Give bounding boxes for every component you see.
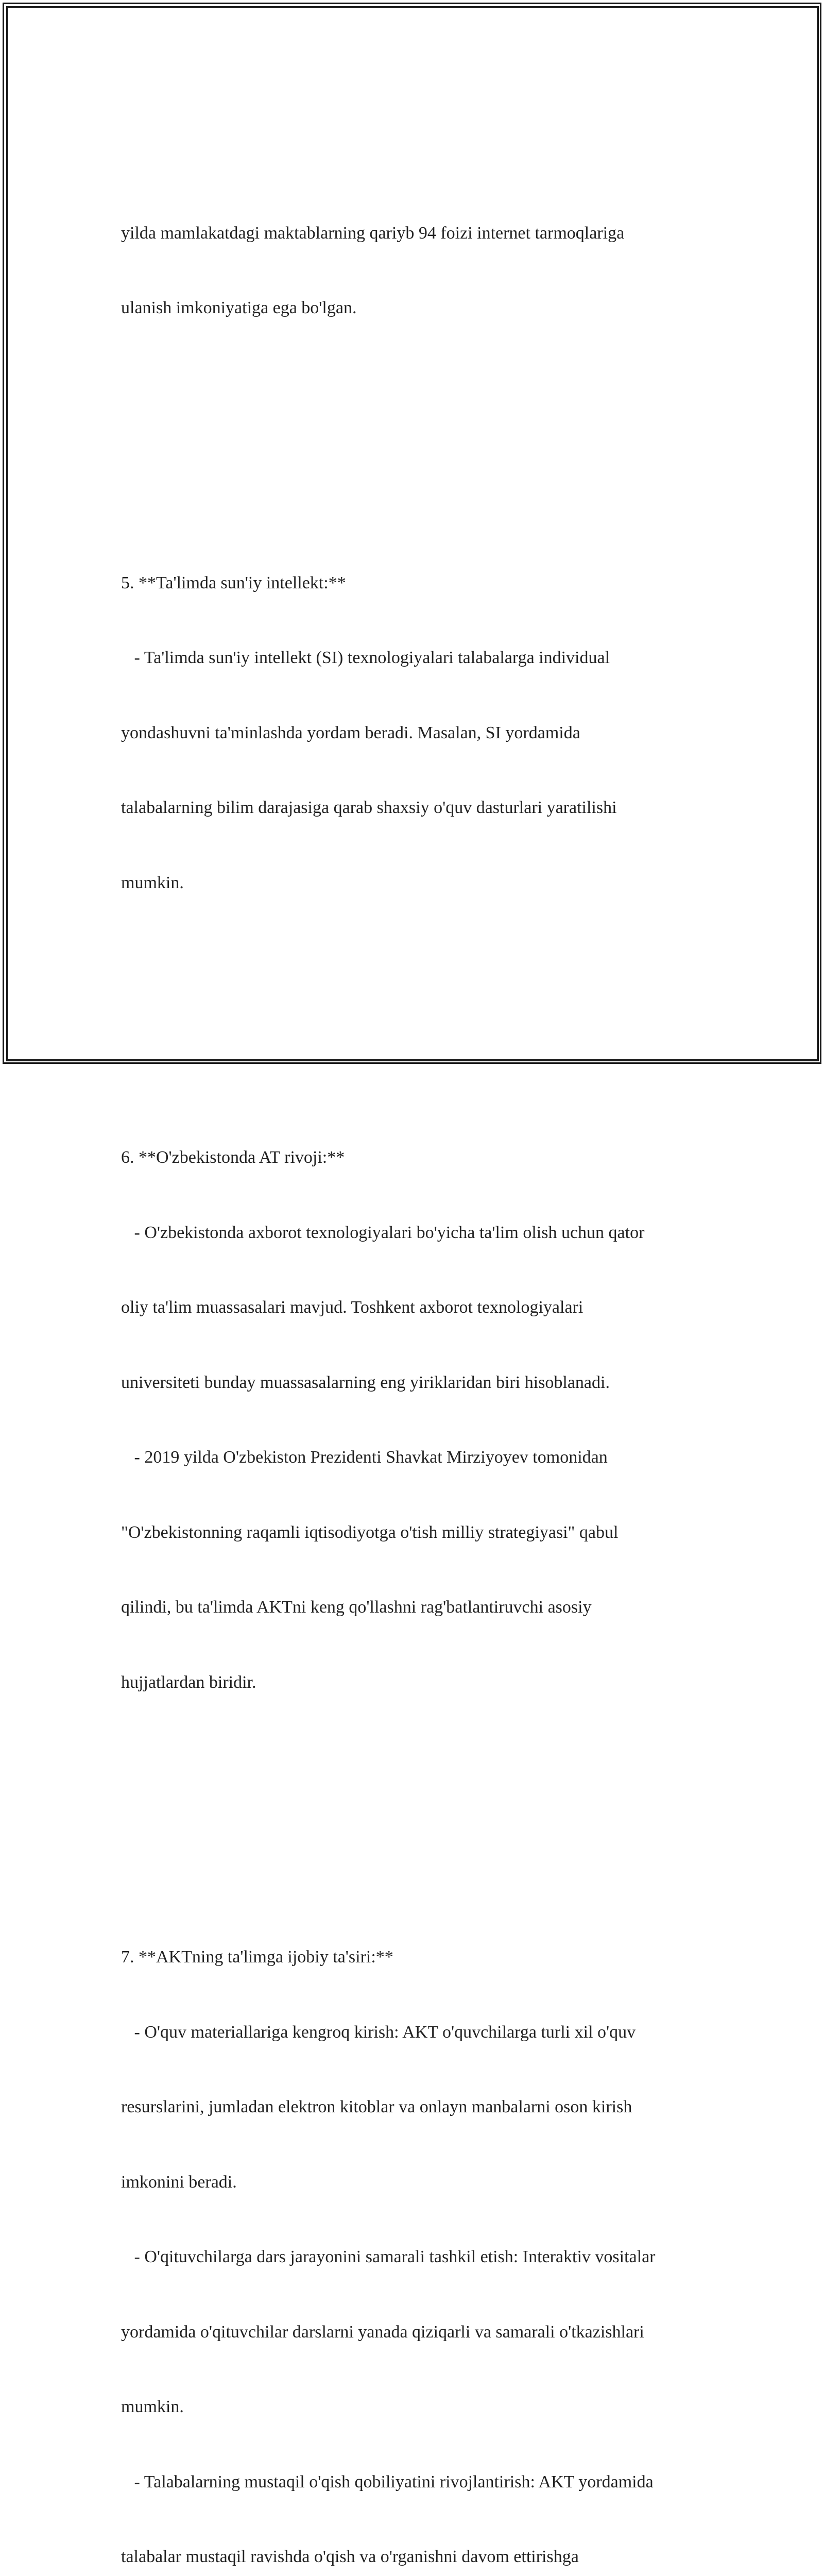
text-line: yondashuvni ta'minlashda yordam beradi. Masalan, SI yordamida <box>121 723 580 742</box>
text-line: hujjatlardan biridir. <box>121 1672 256 1692</box>
text-line: qilindi, bu ta'limda AKTni keng qo'llashni rag'batlantiruvchi asosiy <box>121 1598 592 1617</box>
text-line: yilda mamlakatdagi maktablarning qariyb 94 foizi internet tarmoqlariga <box>121 223 625 243</box>
text-line: - O'zbekistonda axborot texnologiyalari bo'yicha ta'lim olish uchun qator <box>121 1223 645 1242</box>
text-line: ulanish imkoniyatiga ega bo'lgan. <box>121 298 357 317</box>
section-heading: 6. **O'zbekistonda AT rivoji:** <box>121 1148 345 1167</box>
text-line: mumkin. <box>121 2397 184 2416</box>
section-heading: 5. **Ta'limda sun'iy intellekt:** <box>121 573 346 592</box>
section-5 <box>121 521 718 946</box>
text-line: - 2019 yilda O'zbekiston Prezidenti Shavkat Mirziyoyev tomonidan <box>121 1448 608 1467</box>
text-line: mumkin. <box>121 873 184 892</box>
document-body <box>121 96 718 2576</box>
text-line: oliy ta'lim muassasalari mavjud. Toshkent axborot texnologiyalari <box>121 1298 583 1317</box>
text-line: - O'qituvchilarga dars jarayonini samarali tashkil etish: Interaktiv vositalar <box>121 2247 656 2266</box>
text-line: - O'quv materiallariga kengroq kirish: AKT o'quvchilarga turli xil o'quv <box>121 2022 636 2042</box>
text-line: "O'zbekistonning raqamli iqtisodiyotga o'tish milliy strategiyasi" qabul <box>121 1522 619 1542</box>
blank-line <box>121 1795 718 1820</box>
text-line: resurslarini, jumladan elektron kitoblar va onlayn manbalarni oson kirish <box>121 2097 632 2116</box>
blank-line <box>121 995 718 1021</box>
paragraph-intro <box>121 171 718 371</box>
section-6 <box>121 1095 718 1745</box>
text-line: talabalarning bilim darajasiga qarab shaxsiy o'quv dasturlari yaratilishi <box>121 798 617 817</box>
blank-line <box>121 421 718 446</box>
text-line: talabalar mustaqil ravishda o'qish va o'rganishni davom ettirishga <box>121 2547 579 2566</box>
text-line: - Ta'limda sun'iy intellekt (SI) texnologiyalari talabalarga individual <box>121 648 610 667</box>
text-line: yordamida o'qituvchilar darslarni yanada qiziqarli va samarali o'tkazishlari <box>121 2322 644 2342</box>
section-heading: 7. **AKTning ta'limga ijobiy ta'siri:** <box>121 1947 393 1967</box>
text-line: - Talabalarning mustaqil o'qish qobiliyatini rivojlantirish: AKT yordamida <box>121 2472 654 2492</box>
text-line: imkonini beradi. <box>121 2172 237 2192</box>
section-7 <box>121 1895 718 2576</box>
text-line: universiteti bunday muassasalarning eng yiriklaridan biri hisoblanadi. <box>121 1372 610 1392</box>
